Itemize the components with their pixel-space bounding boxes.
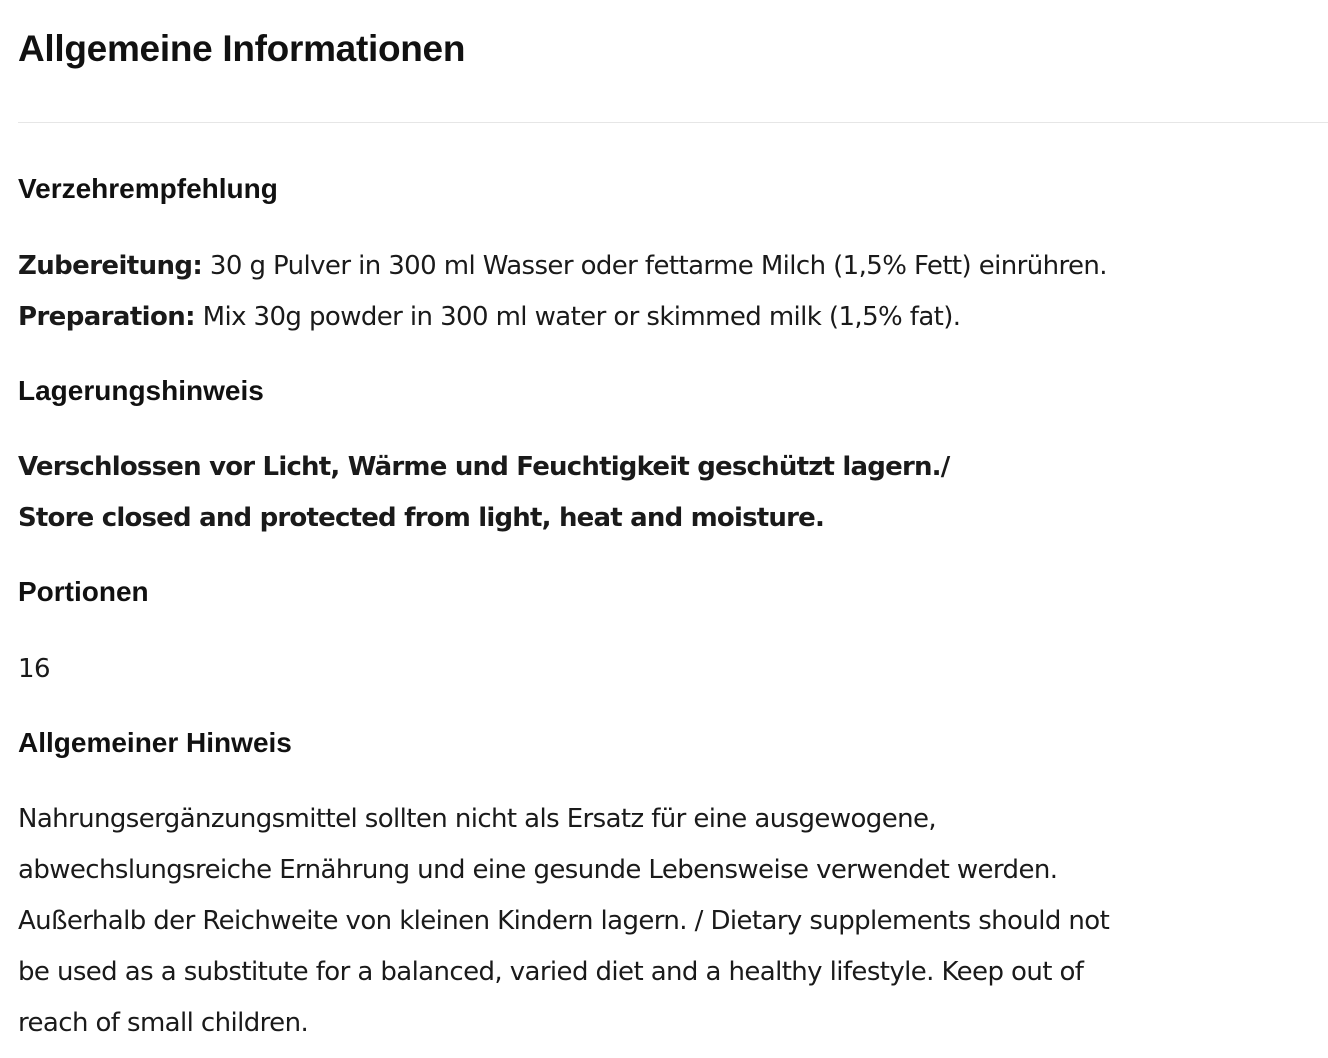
portions-value: 16 — [18, 654, 50, 684]
preparation-de-label: Zubereitung: — [18, 251, 203, 281]
preparation-en — [18, 292, 1328, 343]
section-heading-general-note: Allgemeiner Hinweis — [18, 727, 292, 758]
section-heading-portions: Portionen — [18, 576, 149, 607]
section-heading-storage: Lagerungshinweis — [18, 375, 264, 406]
preparation-en-text: Mix 30g powder in 300 ml water or skimmed milk (1,5% fat). — [194, 302, 961, 332]
storage-line-en: Store closed and protected from light, heat and moisture. — [18, 503, 825, 533]
storage-line-de: Verschlossen vor Licht, Wärme und Feuchtigkeit geschützt lagern./ — [18, 452, 950, 482]
product-info-panel — [18, 0, 1328, 1038]
general-note-line: Außerhalb der Reichweite von kleinen Kindern lagern. / Dietary supplements should not — [18, 906, 1110, 936]
section-heading-consumption: Verzehrempfehlung — [18, 173, 278, 204]
preparation-en-label: Preparation: — [18, 302, 195, 332]
page-title: Allgemeine Informationen — [18, 28, 466, 69]
general-note-line: be used as a substitute for a balanced, varied diet and a healthy lifestyle. Keep out of — [18, 957, 1084, 987]
preparation-de-text: 30 g Pulver in 300 ml Wasser oder fettarme Milch (1,5% Fett) einrühren. — [202, 251, 1107, 281]
general-note-line: Nahrungsergänzungsmittel sollten nicht als Ersatz für eine ausgewogene, — [18, 804, 937, 834]
divider — [18, 122, 1328, 123]
general-note-line: abwechslungsreiche Ernährung und eine gesunde Lebensweise verwendet werden. — [18, 855, 1058, 885]
general-note-line: reach of small children. — [18, 1008, 309, 1038]
preparation-de — [18, 241, 1328, 292]
